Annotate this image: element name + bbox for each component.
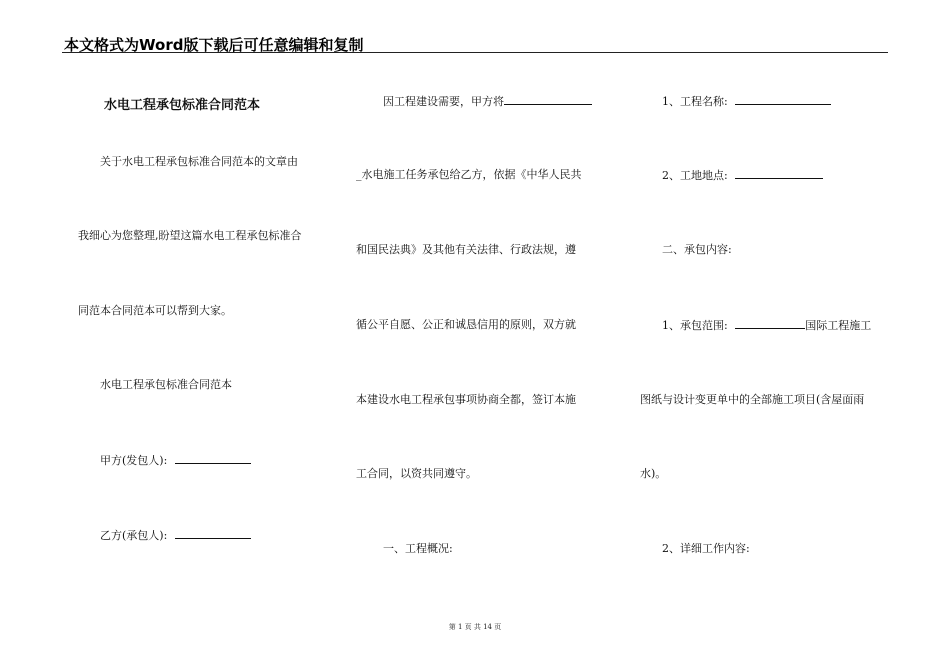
- party-a-label: 甲方(发包人):: [100, 454, 168, 467]
- project-name-label: 1、工程名称:: [662, 95, 728, 108]
- paragraph-line: 循公平自愿、公正和诚恳信用的原则，双方就: [356, 318, 576, 331]
- paragraph-line: 关于水电工程承包标准合同范本的文章由: [100, 155, 298, 168]
- paragraph-line: 我细心为您整理,盼望这篇水电工程承包标准合: [78, 229, 302, 242]
- header-divider: [62, 52, 888, 53]
- section-heading: 二、承包内容:: [662, 243, 732, 256]
- paragraph-line: 本建设水电工程承包事项协商全都，签订本施: [356, 393, 576, 406]
- section-heading: 一、工程概况:: [383, 542, 453, 555]
- project-name-line: [662, 94, 831, 109]
- party-b-line: [100, 528, 251, 543]
- paragraph-line: 图纸与设计变更单中的全部施工项目(含屋面雨: [640, 393, 865, 406]
- project-name-blank: [735, 94, 831, 105]
- paragraph-line: 同范本合同范本可以帮到大家。: [78, 304, 232, 317]
- scope-blank: [735, 318, 805, 329]
- scope-line: [662, 318, 871, 333]
- site-location-label: 2、工地地点:: [662, 169, 728, 182]
- site-location-line: [662, 168, 823, 183]
- site-location-blank: [735, 168, 823, 179]
- page-footer: 第 1 页 共 14 页: [448, 623, 502, 631]
- section-heading: 2、详细工作内容:: [662, 542, 750, 555]
- project-blank: [504, 94, 592, 105]
- party-a-line: [100, 453, 251, 468]
- document-title: 水电工程承包标准合同范本: [104, 98, 261, 113]
- paragraph-line: 水)。: [640, 467, 667, 480]
- paragraph-line: 工合同，以资共同遵守。: [356, 467, 477, 480]
- paragraph-line: _水电施工任务承包给乙方，依据《中华人民共: [356, 168, 582, 181]
- paragraph-text: 因工程建设需要，甲方将: [383, 95, 504, 108]
- scope-text: 国际工程施工: [805, 319, 872, 332]
- paragraph-line: [383, 94, 592, 109]
- paragraph-line: 和国民法典》及其他有关法律、行政法规，遵: [356, 243, 576, 256]
- party-b-label: 乙方(承包人):: [100, 529, 168, 542]
- document-header: 本文格式为Word版下载后可任意编辑和复制: [64, 36, 364, 54]
- party-a-blank: [175, 453, 251, 464]
- contract-heading: 水电工程承包标准合同范本: [100, 378, 232, 391]
- scope-label: 1、承包范围:: [662, 319, 728, 332]
- party-b-blank: [175, 528, 251, 539]
